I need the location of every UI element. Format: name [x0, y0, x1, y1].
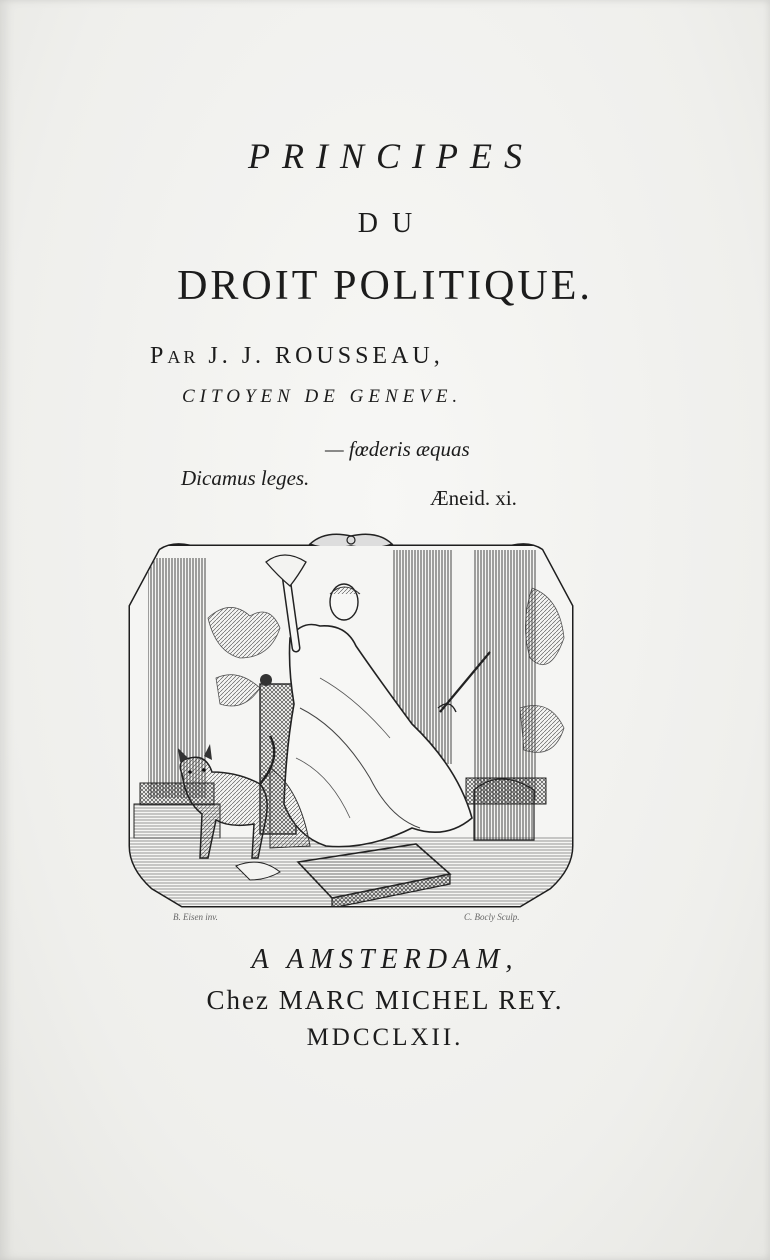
author-citizenship: CITOYEN DE GENEVE. — [182, 386, 463, 407]
title-line-droit-politique: DROIT POLITIQUE. — [177, 263, 593, 309]
imprint-place: A AMSTERDAM, — [251, 944, 519, 975]
title-line-principes: PRINCIPES — [248, 136, 534, 176]
frontispiece-engraving — [120, 528, 582, 916]
title-line-du: DU — [357, 208, 427, 239]
epigraph-line-1: — fœderis æquas — [325, 437, 470, 461]
author-name: J. J. ROUSSEAU, — [208, 343, 444, 369]
imprint-publisher: Chez MARC MICHEL REY. — [206, 985, 564, 1015]
engraving-credit-engraver: C. Bocly Sculp. — [464, 912, 520, 922]
author-byline — [150, 343, 444, 370]
byline-rest: AR — [167, 347, 199, 367]
engraving-credit-inventor: B. Eisen inv. — [173, 912, 218, 922]
birdcage — [474, 779, 534, 840]
byline-initial: P — [150, 343, 168, 369]
imprint-year: MDCCLXII. — [306, 1024, 464, 1051]
epigraph-line-2: Dicamus leges. — [181, 466, 310, 490]
epigraph-source: Æneid. xi. — [430, 486, 517, 510]
